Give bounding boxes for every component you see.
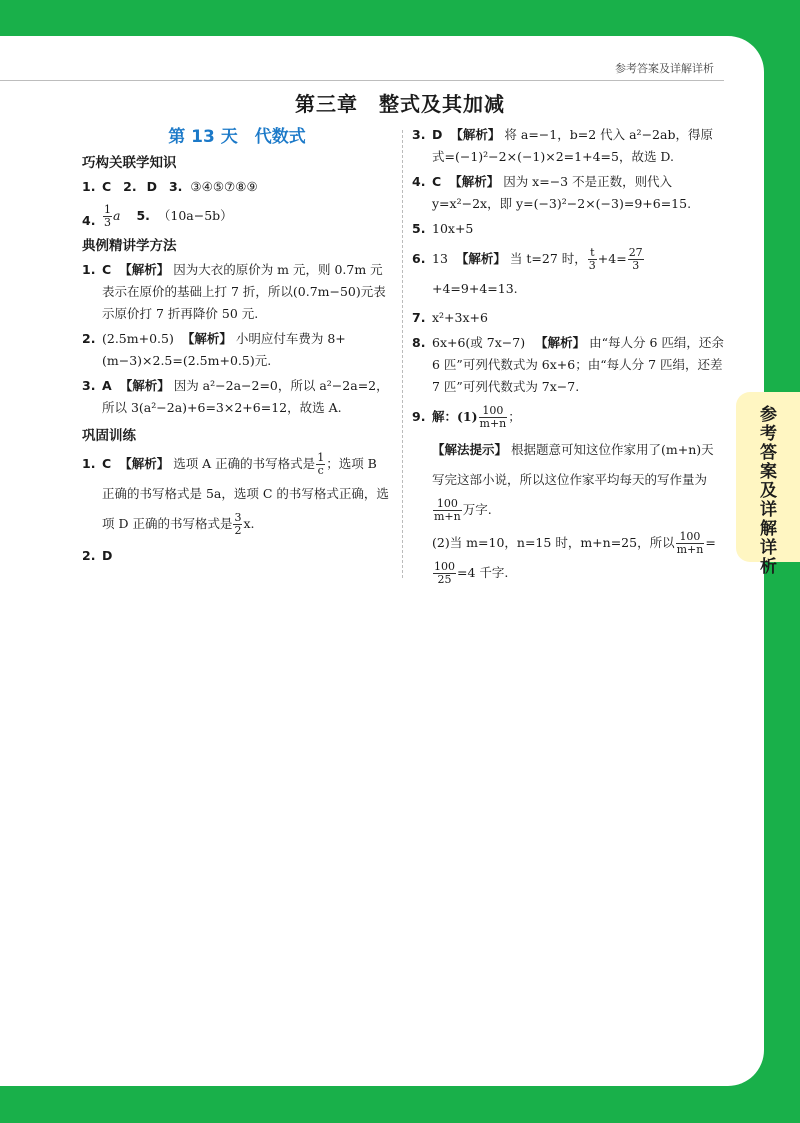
- fraction: [103, 204, 112, 229]
- question-number: 4.: [82, 213, 96, 228]
- answer-text: 13: [432, 251, 448, 266]
- practice-item-5: [412, 218, 724, 240]
- analysis-tag: 【解析】: [119, 262, 170, 277]
- solution-text: (2)当 m=10，n=15 时，m+n=25，所以: [432, 535, 675, 550]
- fraction-top: 100: [434, 560, 455, 573]
- chapter-title: 第三章 整式及其加减: [295, 92, 505, 116]
- answer-choice: D: [432, 127, 443, 142]
- fraction-top: 27: [628, 246, 643, 259]
- left-column: [82, 124, 392, 570]
- example-item-3: [82, 375, 392, 419]
- fraction: [433, 561, 456, 586]
- solution-tip: [412, 435, 724, 525]
- solution-text: ；: [508, 409, 521, 424]
- side-tab: [736, 392, 800, 577]
- question-number: 5.: [412, 221, 426, 236]
- day-title: 第 13 天 代数式: [168, 127, 306, 147]
- question-number: 6.: [412, 251, 426, 266]
- section-heading: 典例精讲学方法: [82, 238, 177, 254]
- answer-choice: C: [102, 179, 112, 194]
- analysis-tag: 【解析】: [535, 335, 586, 350]
- solution-text: =4 千字.: [457, 565, 509, 580]
- example-item-2: [82, 328, 392, 372]
- answer-choice: C: [102, 456, 112, 471]
- question-number: 1.: [82, 179, 96, 194]
- fraction-top: 100: [676, 531, 705, 544]
- fraction-top: 100: [433, 498, 462, 511]
- analysis-text: 由“每人分 6 匹绢，还余 6 匹”可列代数式为 6x+6；由“每人分 7 匹绢，还差 7 匹”可列代数式为 7x−7.: [432, 335, 724, 394]
- solution-part-2: [412, 528, 724, 588]
- fraction: [588, 247, 597, 272]
- fraction: [316, 452, 325, 477]
- analysis-text: x.: [243, 516, 255, 531]
- fraction: [433, 498, 462, 523]
- tip-tag: 【解法提示】: [432, 442, 508, 457]
- question-number: 2.: [82, 331, 96, 346]
- fraction: [479, 405, 508, 430]
- answer-choice: D: [102, 548, 113, 563]
- analysis-text: ；选项 B 正确的书写格式是 5a，选项 C 的书写格式正确，选项 D 正确的书写格式是: [102, 456, 389, 531]
- answer-choice: C: [432, 174, 442, 189]
- right-column: [412, 124, 724, 591]
- fraction-top: 1: [104, 203, 111, 216]
- answer-text: （10a−5b）: [157, 208, 233, 223]
- analysis-text: 因为 a²−2a−2=0，所以 a²−2a=2，所以 3(a²−2a)+6=3×2+6=12，故选 A.: [102, 378, 389, 415]
- fraction-bottom: 3: [632, 259, 640, 272]
- fraction-top: t: [588, 247, 597, 260]
- practice-item-6: [412, 244, 724, 304]
- fraction-bottom: m+n: [479, 417, 507, 430]
- practice-item-4: [412, 171, 724, 215]
- fraction-bottom: m+n: [434, 510, 461, 523]
- question-number: 1.: [82, 456, 96, 471]
- question-number: 8.: [412, 335, 426, 350]
- column-divider: [402, 130, 403, 578]
- question-number: 4.: [412, 174, 426, 189]
- practice-item-9: [412, 402, 724, 432]
- fraction: [628, 247, 644, 272]
- fraction-bottom: 3: [104, 216, 111, 229]
- answer-choice: C: [102, 262, 112, 277]
- analysis-tag: 【解析】: [455, 251, 506, 266]
- header-divider: [0, 80, 724, 81]
- fraction: [676, 531, 705, 556]
- fraction-bottom: 2: [234, 524, 242, 537]
- fraction-top: 3: [234, 511, 242, 524]
- answer-line-4-5: [82, 204, 392, 229]
- question-number: 1.: [82, 262, 96, 277]
- tip-text: 根据题意可知这位作家用了(m+n)天写完这部小说，所以这位作家平均每天的写作量为: [432, 442, 714, 487]
- answer-text: 10x+5: [432, 221, 474, 236]
- analysis-tag: 【解析】: [119, 456, 170, 471]
- question-number: 2.: [123, 179, 137, 194]
- analysis-tag: 【解析】: [450, 127, 501, 142]
- answer-choice: A: [102, 378, 112, 393]
- analysis-text: 因为大衣的原价为 m 元，则 0.7m 元表示在原价的基础上打 7 折，所以(0.7m−50)元表示原价打 7 折再降价 50 元.: [102, 262, 386, 321]
- fraction: [233, 512, 242, 537]
- fraction-top: 100: [479, 405, 508, 418]
- analysis-text: 将 a=−1，b=2 代入 a²−2ab，得原式=(−1)²−2×(−1)×2=1+4=5，故选 D.: [432, 127, 713, 164]
- solution-text: =: [705, 535, 716, 550]
- practice-item-8: [412, 332, 724, 398]
- section-heading: 巧构关联学知识: [82, 155, 177, 171]
- analysis-tag: 【解析】: [119, 378, 170, 393]
- header-tag: 参考答案及详解详析: [615, 62, 714, 75]
- fraction-bottom: c: [317, 464, 324, 477]
- analysis-text: 小明应付车费为 8+(m−3)×2.5=(2.5m+0.5)元.: [102, 331, 346, 368]
- analysis-tag: 【解析】: [449, 174, 500, 189]
- question-number: 9.: [412, 409, 426, 424]
- practice-item-2: [82, 545, 392, 567]
- question-number: 2.: [82, 548, 96, 563]
- question-number: 7.: [412, 310, 426, 325]
- solution-lead: 解：(1): [432, 409, 478, 424]
- side-tab-label: 参考答案及详解详析: [760, 405, 777, 577]
- answer-line-1-3: [82, 176, 392, 198]
- analysis-text: +4=: [597, 251, 627, 266]
- section-heading: 巩固训练: [82, 428, 136, 444]
- question-number: 3.: [168, 179, 183, 194]
- question-number: 3.: [82, 378, 96, 393]
- variable: a: [113, 208, 121, 223]
- practice-item-1: [82, 449, 392, 539]
- analysis-text: 选项 A 正确的书写格式是: [173, 456, 316, 471]
- answer-text: (2.5m+0.5): [102, 331, 174, 346]
- practice-item-7: [412, 307, 724, 329]
- analysis-text: +4=9+4=13.: [432, 281, 518, 296]
- fraction-bottom: 25: [437, 573, 452, 586]
- question-number: 5.: [136, 208, 150, 223]
- fraction-bottom: 3: [588, 259, 596, 272]
- fraction-top: 1: [317, 451, 325, 464]
- answer-text: 6x+6(或 7x−7): [432, 335, 526, 350]
- answer-text: x²+3x+6: [432, 310, 488, 325]
- analysis-text: 当 t=27 时，: [509, 251, 587, 266]
- tip-text: 万字.: [462, 502, 492, 517]
- analysis-text: 因为 x=−3 不是正数，则代入 y=x²−2x，即 y=(−3)²−2×(−3)=9+6=15.: [432, 174, 692, 211]
- practice-item-3: [412, 124, 724, 168]
- answer-text: ③④⑤⑦⑧⑨: [190, 179, 258, 194]
- example-item-1: [82, 259, 392, 325]
- fraction-bottom: m+n: [676, 543, 704, 556]
- question-number: 3.: [412, 127, 426, 142]
- analysis-tag: 【解析】: [181, 331, 232, 346]
- answer-choice: D: [146, 179, 157, 194]
